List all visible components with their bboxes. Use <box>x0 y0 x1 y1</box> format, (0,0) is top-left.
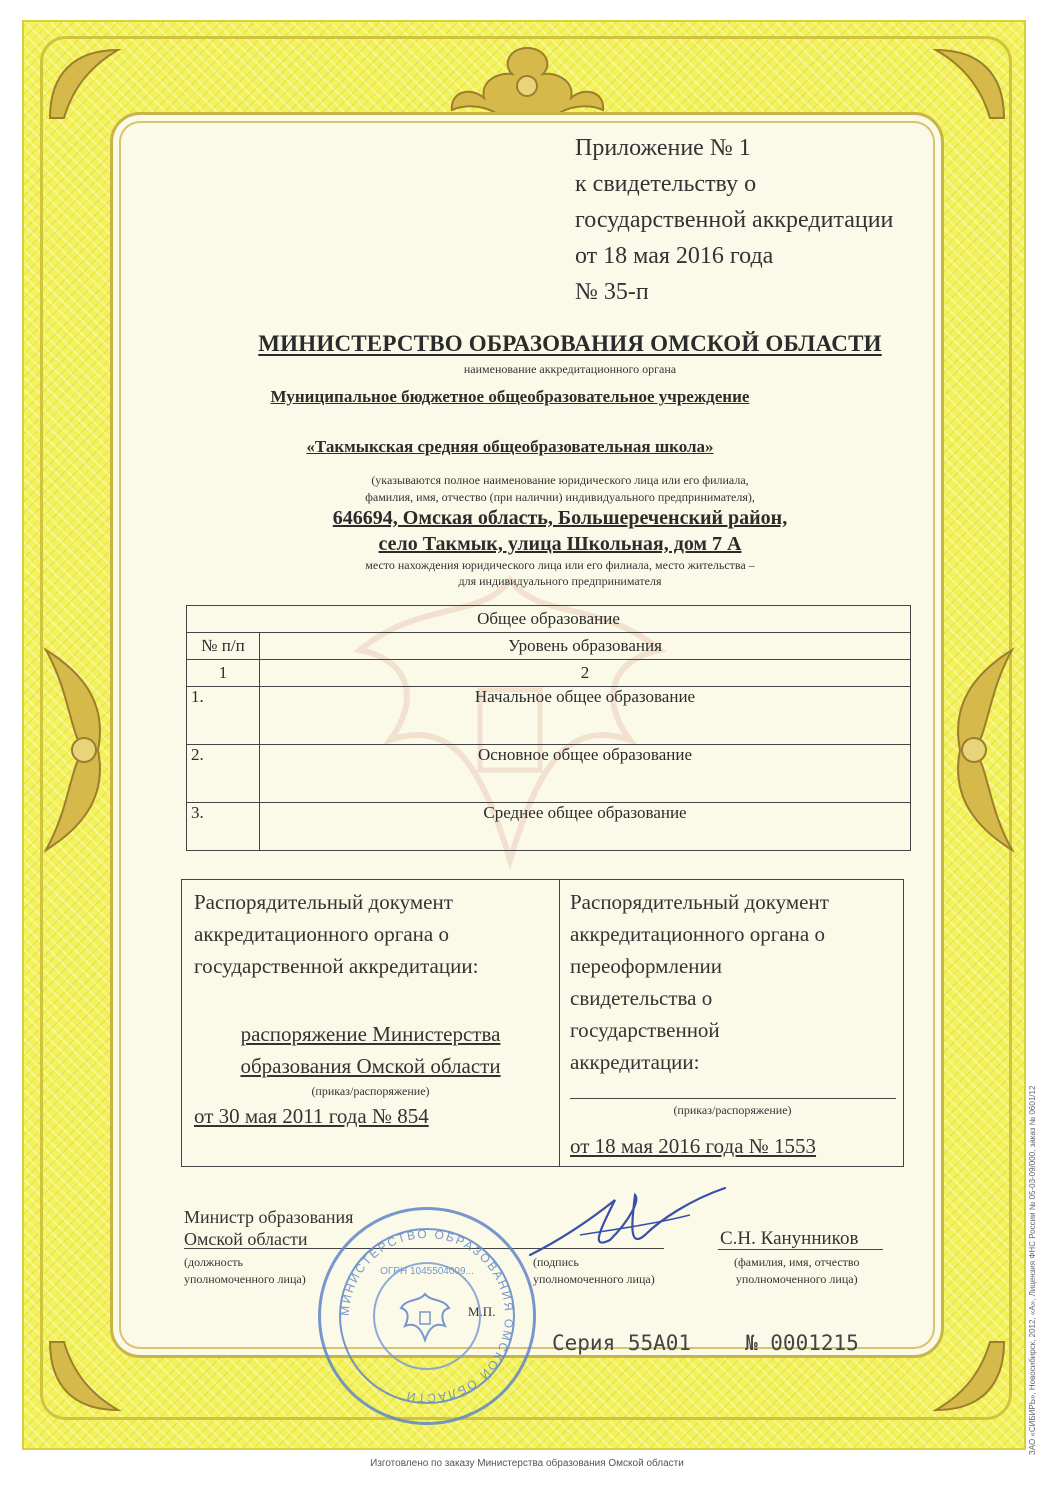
position-caption <box>184 1254 306 1288</box>
decision-documents-box <box>181 879 904 1167</box>
left-order-line: образования Омской области <box>240 1054 501 1078</box>
caption-line: уполномоченного лица) <box>184 1272 306 1286</box>
left-doc-line: аккредитационного органа о <box>194 922 449 946</box>
seal-place-label: М.П. <box>468 1304 496 1319</box>
table-row-level: Среднее общее образование <box>260 803 911 851</box>
certificate-series: Серия 55А01 <box>552 1331 692 1355</box>
appendix-line: от 18 мая 2016 года <box>575 243 774 269</box>
left-doc-line: Распорядительный документ <box>194 890 453 914</box>
address-caption2: для индивидуального предпринимателя <box>458 574 662 588</box>
corner-ornament-bottom-left-icon <box>44 1336 124 1416</box>
left-order-line: распоряжение Министерства <box>240 1022 501 1046</box>
table-row-number: 1. <box>187 687 260 745</box>
printer-note: ЗАО «СИБИРЬ», Новосибирск, 2012, «А», Лицензия ФНС России № 05-03-09/000, заказ № 0601/12 <box>1028 1085 1037 1455</box>
institution-caption2: фамилия, имя, отчество (при наличии) индивидуального предпринимателя), <box>365 490 755 504</box>
caption-line: уполномоченного лица) <box>735 1272 858 1286</box>
appendix-block <box>575 130 893 310</box>
stamp-ogrn: ОГРН 1045504009... <box>380 1266 474 1277</box>
right-doc-line: свидетельства о <box>570 986 713 1010</box>
table-title: Общее образование <box>187 606 911 633</box>
right-doc-line: переоформлении <box>570 954 722 978</box>
column-header-level: Уровень образования <box>260 633 911 660</box>
caption-line: (подпись <box>533 1255 579 1269</box>
right-ornament-icon <box>940 640 1020 860</box>
handwritten-signature <box>520 1180 730 1270</box>
column-index-2: 2 <box>260 660 911 687</box>
stamp-text-path: МИНИСТЕРСТВО ОБРАЗОВАНИЯ ОМСКОЙ ОБЛАСТИ <box>337 1226 517 1406</box>
corner-ornament-bottom-right-icon <box>930 1336 1010 1416</box>
signatory-name: С.Н. Канунников <box>720 1228 859 1249</box>
official-stamp <box>318 1207 536 1425</box>
right-doc-line: государственной <box>570 1018 720 1042</box>
caption-line: уполномоченного лица) <box>533 1272 655 1286</box>
left-order-text <box>182 1018 559 1082</box>
corner-ornament-top-left-icon <box>44 44 124 124</box>
right-order-caption: (приказ/распоряжение) <box>673 1103 792 1117</box>
table-row-level: Начальное общее образование <box>260 687 911 745</box>
double-headed-eagle-icon <box>395 1286 455 1346</box>
table-row-number: 3. <box>187 803 260 851</box>
address-line1: 646694, Омская область, Большереченский район, <box>332 507 788 529</box>
certificate-number: № 0001215 <box>745 1331 859 1355</box>
name-caption <box>734 1254 859 1288</box>
appendix-line: № 35-п <box>575 279 649 305</box>
right-order-date: от 18 мая 2016 года № 1553 <box>570 1134 817 1158</box>
appendix-line: Приложение № 1 <box>575 135 751 161</box>
left-ornament-icon <box>38 640 118 860</box>
name-underline <box>718 1249 883 1250</box>
top-ornament-icon <box>440 42 615 122</box>
institution-caption1: (указываются полное наименование юридического лица или его филиала, <box>371 473 749 487</box>
address-line2: село Такмык, улица Школьная, дом 7 А <box>378 533 742 555</box>
appendix-line: государственной аккредитации <box>575 207 894 233</box>
right-doc-line: аккредитации: <box>570 1050 700 1074</box>
column-header-number: № п/п <box>187 633 260 660</box>
footer-made-for: Изготовлено по заказу Министерства образования Омской области <box>370 1458 684 1469</box>
right-doc-line: аккредитационного органа о <box>570 922 825 946</box>
address-caption1: место нахождения юридического лица или его филиала, место жительства – <box>365 558 755 572</box>
institution-name-line2: «Такмыкская средняя общеобразовательная школа» <box>306 437 714 456</box>
right-document-block <box>570 886 900 1166</box>
table-row-number: 2. <box>187 745 260 803</box>
right-doc-line: Распорядительный документ <box>570 890 829 914</box>
corner-ornament-top-right-icon <box>930 44 1010 124</box>
authority-caption: наименование аккредитационного органа <box>463 362 677 376</box>
institution-name-line1: Муниципальное бюджетное общеобразовательное учреждение <box>270 387 750 406</box>
appendix-line: к свидетельству о <box>575 171 757 197</box>
right-order-blank-line <box>570 1098 896 1099</box>
position-line: Омской области <box>184 1229 308 1249</box>
box-divider <box>559 880 560 1166</box>
authority-name <box>180 331 960 357</box>
caption-line: (должность <box>184 1255 243 1269</box>
left-doc-line: государственной аккредитации: <box>194 954 479 978</box>
left-order-date: от 30 мая 2011 года № 854 <box>194 1104 429 1128</box>
left-order-caption: (приказ/распоряжение) <box>311 1084 430 1098</box>
table-row-level: Основное общее образование <box>260 745 911 803</box>
position-line: Министр образования <box>184 1207 354 1227</box>
education-levels-table <box>186 605 911 851</box>
authority-name-text: МИНИСТЕРСТВО ОБРАЗОВАНИЯ ОМСКОЙ ОБЛАСТИ <box>258 331 882 356</box>
column-index-1: 1 <box>187 660 260 687</box>
caption-line: (фамилия, имя, отчество <box>734 1255 860 1269</box>
